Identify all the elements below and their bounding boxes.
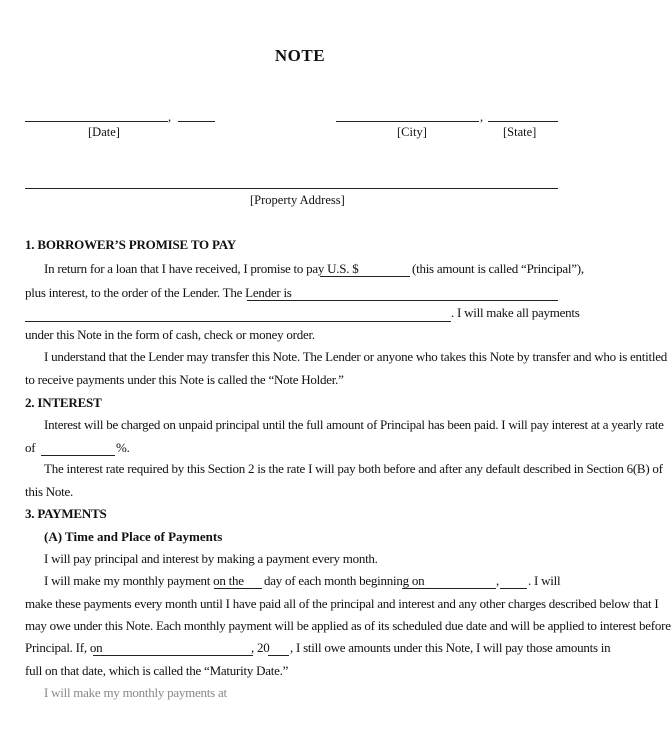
date-line[interactable] xyxy=(25,121,168,122)
section-2-text: this Note. xyxy=(25,484,74,499)
section-3-text: I will make my monthly payment on the xyxy=(44,573,244,588)
section-3-text: , xyxy=(496,573,499,588)
section-3-text: may owe under this Note. Each monthly payment will be applied as of its scheduled due date and will be applied to interest before xyxy=(25,618,671,633)
section-2-heading: 2. INTEREST xyxy=(25,395,102,410)
section-2-text: of xyxy=(25,440,36,455)
section-1-text: In return for a loan that I have received, I promise to pay U.S. $ xyxy=(44,261,359,276)
section-3-text: Principal. If, on xyxy=(25,640,103,655)
section-3-text: make these payments every month until I have paid all of the principal and interest and any other charges described below that I xyxy=(25,596,659,611)
section-1-text: I understand that the Lender may transfer this Note. The Lender or anyone who takes this Note by transfer and who is entitled xyxy=(44,349,668,364)
section-3a-subheading: (A) Time and Place of Payments xyxy=(44,529,223,544)
maturity-year-line[interactable] xyxy=(268,655,289,656)
section-3-text: . I will xyxy=(528,573,561,588)
state-label: [State] xyxy=(503,125,537,139)
section-2-text: The interest rate required by this Section 2 is the rate I will pay both before and after any default described in Section 6(B) of xyxy=(44,461,663,476)
date-separator: , xyxy=(168,110,172,124)
payment-day-line[interactable] xyxy=(214,588,262,589)
city-line[interactable] xyxy=(336,121,479,122)
year-line[interactable] xyxy=(178,121,215,122)
section-3-text: , I still owe amounts under this Note, I will pay those amounts in xyxy=(290,640,611,655)
interest-rate-line[interactable] xyxy=(41,455,115,456)
maturity-date-line[interactable] xyxy=(93,655,253,656)
first-payment-date-line[interactable] xyxy=(402,588,496,589)
city-separator: , xyxy=(480,110,484,124)
lender-name-line[interactable] xyxy=(247,300,558,301)
first-payment-year-line[interactable] xyxy=(500,588,527,589)
section-1-text: plus interest, to the order of the Lender. The Lender is xyxy=(25,285,292,300)
section-1-text: . I will make all payments xyxy=(451,305,580,320)
property-address-label: [Property Address] xyxy=(250,193,345,207)
section-3-text: day of each month beginning on xyxy=(264,573,425,588)
section-1-text: to receive payments under this Note is called the “Note Holder.” xyxy=(25,372,344,387)
property-address-line[interactable] xyxy=(25,188,558,189)
section-3-text-cutoff: I will make my monthly payments at xyxy=(44,685,227,700)
date-label: [Date] xyxy=(88,125,120,139)
section-1-text: under this Note in the form of cash, check or money order. xyxy=(25,327,315,342)
section-3-text: I will pay principal and interest by making a payment every month. xyxy=(44,551,378,566)
city-label: [City] xyxy=(397,125,427,139)
section-3-text: full on that date, which is called the “Maturity Date.” xyxy=(25,663,289,678)
section-2-text: Interest will be charged on unpaid principal until the full amount of Principal has been paid. I will pay interest at a yearly rate xyxy=(44,417,664,432)
lender-name-line-2[interactable] xyxy=(25,321,451,322)
section-3-heading: 3. PAYMENTS xyxy=(25,506,107,521)
principal-amount-line[interactable] xyxy=(320,276,410,277)
section-2-text: %. xyxy=(116,440,130,455)
document-title: NOTE xyxy=(274,46,326,65)
section-1-heading: 1. BORROWER’S PROMISE TO PAY xyxy=(25,237,236,252)
state-line[interactable] xyxy=(488,121,558,122)
section-3-text: , 20 xyxy=(251,640,270,655)
section-1-text: (this amount is called “Principal”), xyxy=(412,261,584,276)
